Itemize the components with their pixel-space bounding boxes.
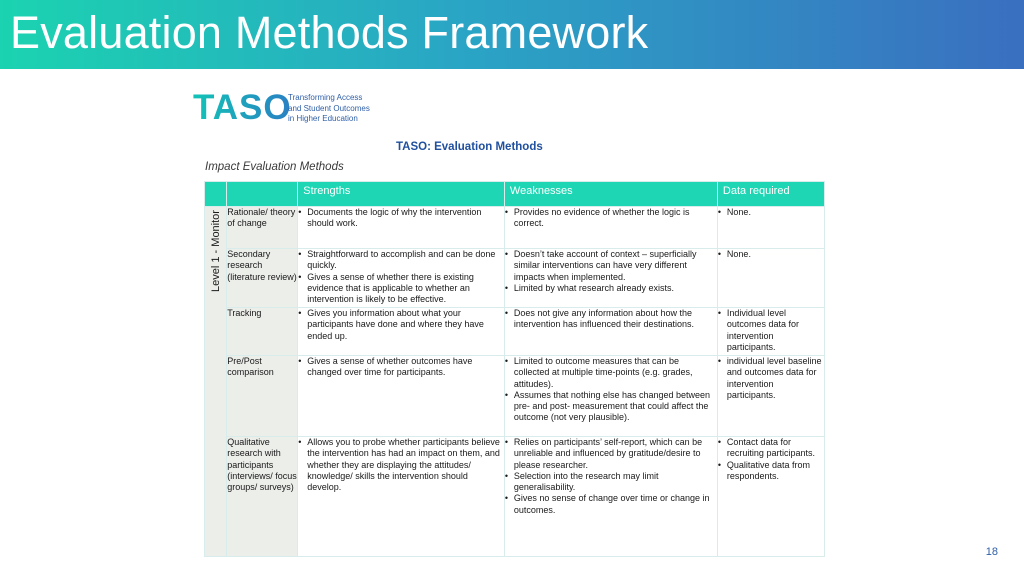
list-item: • Straightforward to accomplish and can be done quickly.: [298, 249, 504, 272]
document-title: TASO: Evaluation Methods: [396, 141, 543, 153]
list-item: • Gives you information about what your participants have done and where they have ended up.: [298, 308, 504, 342]
level-cell: [205, 207, 227, 557]
table-row: [205, 249, 825, 308]
header-cell: [227, 182, 298, 207]
method-cell: Tracking: [227, 308, 298, 356]
table-row: [205, 437, 825, 557]
header-strengths: Strengths: [298, 182, 505, 207]
data-required-cell: [717, 249, 824, 308]
list-item: • Gives a sense of whether there is existing evidence that is applicable to whether an intervention is likely to be effective.: [298, 272, 504, 306]
strengths-cell: [298, 308, 505, 356]
logo-tagline-line: and Student Outcomes: [288, 103, 370, 113]
list-item: • Gives no sense of change over time or change in outcomes.: [505, 493, 717, 516]
method-cell: Qualitative research with participants (interviews/ focus groups/ surveys): [227, 437, 298, 557]
page-number: 18: [985, 546, 998, 558]
logo-tagline: [288, 93, 398, 125]
header-cell: [205, 182, 227, 207]
list-item: • Documents the logic of why the intervention should work.: [298, 207, 504, 230]
header-weaknesses: Weaknesses: [504, 182, 717, 207]
list-item: • Selection into the research may limit generalisability.: [505, 471, 717, 494]
list-item: • Assumes that nothing else has changed between pre- and post- measurement that could affect the outcome (not very plausible).: [505, 390, 717, 424]
logo-mark: TASO: [193, 88, 292, 127]
list-item: • Gives a sense of whether outcomes have changed over time for participants.: [298, 356, 504, 379]
weaknesses-cell: [504, 207, 717, 249]
list-item: • None.: [718, 249, 824, 260]
method-cell: Secondary research (literature review): [227, 249, 298, 308]
data-required-cell: [717, 308, 824, 356]
weaknesses-cell: [504, 249, 717, 308]
strengths-cell: [298, 249, 505, 308]
strengths-cell: [298, 207, 505, 249]
table-row: [205, 308, 825, 356]
weaknesses-cell: [504, 437, 717, 557]
list-item: • Limited by what research already exists.: [505, 283, 717, 294]
list-item: • None.: [718, 207, 824, 218]
list-item: • Contact data for recruiting participants.: [718, 437, 824, 460]
list-item: • Limited to outcome measures that can be collected at multiple time-points (e.g. grades, attitudes).: [505, 356, 717, 390]
list-item: • Relies on participants’ self-report, which can be unreliable and influenced by gratitude/desire to please researcher.: [505, 437, 717, 471]
weaknesses-cell: [504, 356, 717, 437]
data-required-cell: [717, 207, 824, 249]
table-row: [205, 207, 825, 249]
level-label: Level 1 - Monitor: [209, 210, 222, 292]
method-cell: Pre/Post comparison: [227, 356, 298, 437]
logo-tagline-line: in Higher Education: [288, 114, 358, 123]
logo-tagline-line: Transforming Access: [288, 93, 363, 102]
header-data-required: Data required: [717, 182, 824, 207]
evaluation-methods-table: [204, 181, 825, 557]
list-item: • Individual level outcomes data for intervention participants.: [718, 308, 824, 353]
list-item: • Allows you to probe whether participants believe the intervention has had an impact on them, and whether they are displaying the attitudes/ knowledge/ skills the intervention should develop.: [298, 437, 504, 493]
list-item: • Doesn’t take account of context – superficially similar interventions can have very different impacts when implemented.: [505, 249, 717, 283]
strengths-cell: [298, 356, 505, 437]
section-subtitle: Impact Evaluation Methods: [205, 161, 344, 173]
method-cell: Rationale/ theory of change: [227, 207, 298, 249]
list-item: • Provides no evidence of whether the logic is correct.: [505, 207, 717, 230]
data-required-cell: [717, 437, 824, 557]
list-item: • Qualitative data from respondents.: [718, 460, 824, 483]
slide-title: Evaluation Methods Framework: [10, 7, 649, 58]
data-required-cell: [717, 356, 824, 437]
taso-logo: [193, 90, 393, 130]
table-row: [205, 356, 825, 437]
list-item: • Does not give any information about how the intervention has influenced their destinations.: [505, 308, 717, 331]
weaknesses-cell: [504, 308, 717, 356]
strengths-cell: [298, 437, 505, 557]
table-header-row: [205, 182, 825, 207]
title-bar: [0, 0, 1024, 69]
list-item: • individual level baseline and outcomes data for intervention participants.: [718, 356, 824, 401]
